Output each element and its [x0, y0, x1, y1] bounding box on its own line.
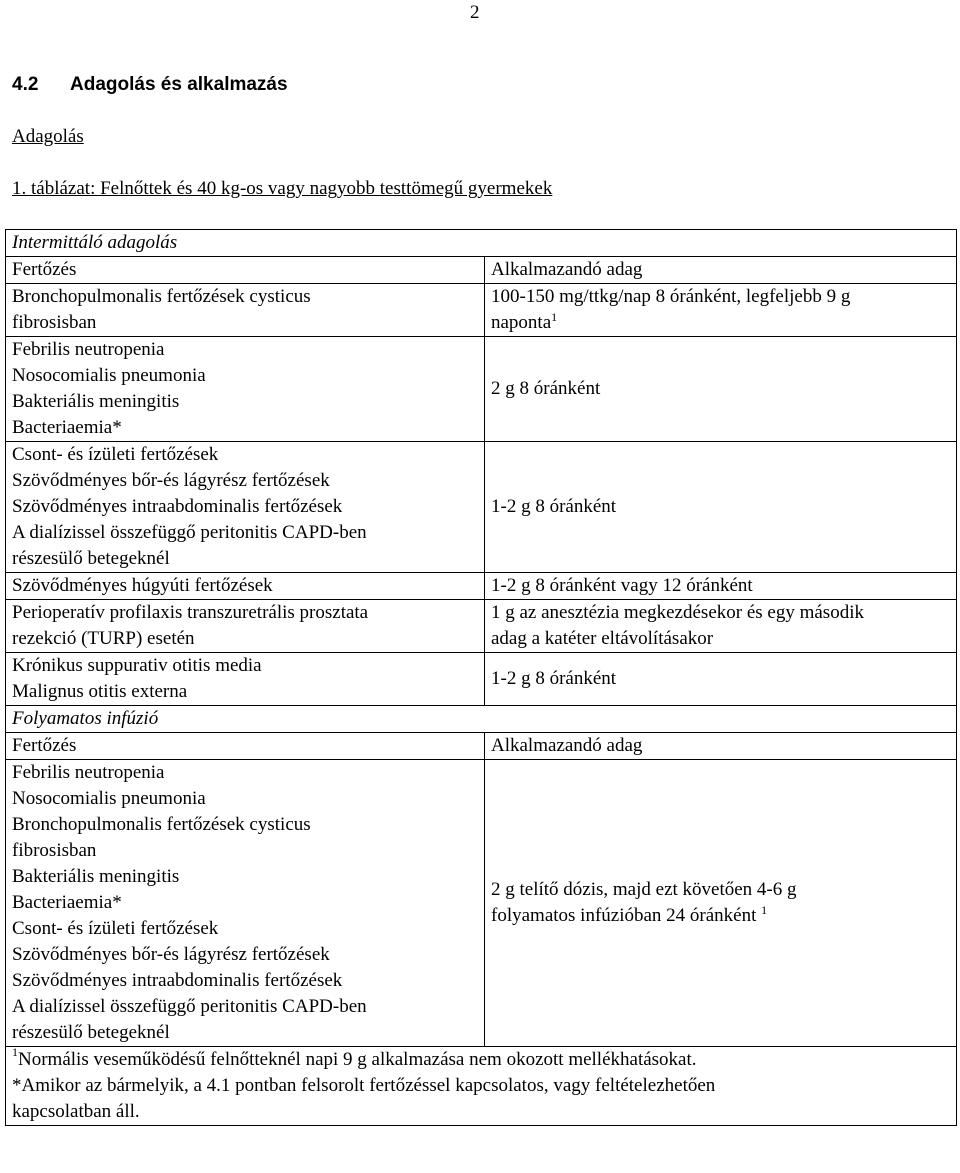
infection-line: Febrilis neutropenia: [12, 762, 165, 783]
infection-line: Szövődményes intraabdominalis fertőzések: [12, 970, 343, 991]
infection-line: Febrilis neutropenia: [12, 339, 165, 360]
table-row: [6, 284, 957, 337]
dose-cell: 1-2 g 8 óránként vagy 12 óránként: [485, 573, 957, 600]
dose-line-2: naponta: [491, 312, 552, 333]
dose-line: adag a katéter eltávolításakor: [491, 628, 714, 649]
dose-cell: 1-2 g 8 óránként: [485, 653, 957, 706]
infection-line: Csont- és ízületi fertőzések: [12, 918, 219, 939]
page-number: 2: [470, 2, 480, 23]
table-row: [6, 600, 957, 653]
intermittent-header-dose: Alkalmazandó adag: [485, 257, 957, 284]
infection-cell: [6, 442, 485, 573]
footnote-ref: 1: [761, 903, 768, 917]
infection-line: Bakteriális meningitis: [12, 391, 180, 412]
dose-cell: [485, 284, 957, 337]
section-number: 4.2: [12, 74, 39, 95]
intermittent-header-infection: Fertőzés: [6, 257, 485, 284]
infection-cell: [6, 573, 485, 600]
dose-line: 1 g az anesztézia megkezdésekor és egy második: [491, 602, 864, 623]
table-row: [6, 760, 957, 1047]
footnote-2: *Amikor az bármelyik, a 4.1 pontban felsorolt fertőzéssel kapcsolatos, vagy feltételezhetően: [12, 1075, 716, 1096]
dosage-table: [5, 229, 957, 1126]
footnote-ref: 1: [551, 310, 558, 324]
infection-line: Bacteriaemia*: [12, 892, 122, 913]
table-row: [6, 442, 957, 573]
infection-line: részesülő betegeknél: [12, 548, 170, 569]
subheading-adagolas: Adagolás: [12, 126, 84, 147]
footnote-1: [12, 1047, 950, 1073]
dose-cell: [485, 760, 957, 1047]
infection-line: Krónikus suppurativ otitis media: [12, 655, 262, 676]
infection-cell: [6, 284, 485, 337]
footnote-1-marker: 1: [12, 1045, 18, 1059]
infection-line: fibrosisban: [12, 840, 97, 861]
infection-line: Szövődményes bőr-és lágyrész fertőzések: [12, 470, 330, 491]
dose-line: [491, 310, 950, 336]
infection-cell: [6, 653, 485, 706]
infection-line: Bronchopulmonalis fertőzések cysticus: [12, 286, 311, 307]
infection-line: Malignus otitis externa: [12, 681, 188, 702]
dose-cell: 1-2 g 8 óránként: [485, 442, 957, 573]
table-row: [6, 573, 957, 600]
section-title: Adagolás és alkalmazás: [70, 74, 288, 95]
dose-cell: 2 g 8 óránként: [485, 337, 957, 442]
footnote-2-continued: kapcsolatban áll.: [12, 1101, 140, 1122]
continuous-title-row: [6, 706, 957, 733]
table-row: [6, 337, 957, 442]
infection-line: Nosocomialis pneumonia: [12, 788, 206, 809]
dose-line: 2 g telítő dózis, majd ezt követően 4-6 g: [491, 879, 797, 900]
continuous-header-dose: Alkalmazandó adag: [485, 733, 957, 760]
infection-cell: [6, 760, 485, 1047]
infection-cell: [6, 337, 485, 442]
infection-line: rezekció (TURP) esetén: [12, 628, 195, 649]
infection-line: Szövődményes húgyúti fertőzések: [12, 575, 273, 596]
intermittent-title: Intermittáló adagolás: [6, 230, 957, 257]
infection-line: Bronchopulmonalis fertőzések cysticus: [12, 814, 311, 835]
infection-line: Bakteriális meningitis: [12, 866, 180, 887]
intermittent-header-row: [6, 257, 957, 284]
table-row: [6, 653, 957, 706]
continuous-title: Folyamatos infúzió: [6, 706, 957, 733]
infection-line: Bacteriaemia*: [12, 417, 122, 438]
continuous-header-infection: Fertőzés: [6, 733, 485, 760]
dose-line-2: folyamatos infúzióban 24 óránként: [491, 905, 757, 926]
infection-line: Perioperatív profilaxis transzuretrális prosztata: [12, 602, 369, 623]
footnotes-cell: [6, 1047, 957, 1126]
dose-cell: [485, 600, 957, 653]
continuous-header-row: [6, 733, 957, 760]
intermittent-title-row: [6, 230, 957, 257]
infection-line: részesülő betegeknél: [12, 1022, 170, 1043]
infection-line: Szövődményes bőr-és lágyrész fertőzések: [12, 944, 330, 965]
footnote-1-text: Normális veseműködésű felnőtteknél napi 9 g alkalmazása nem okozott mellékhatásokat.: [18, 1049, 697, 1070]
table-caption: 1. táblázat: Felnőttek és 40 kg-os vagy nagyobb testtömegű gyermekek: [12, 178, 553, 199]
infection-line: A dialízissel összefüggő peritonitis CAPD-ben: [12, 522, 367, 543]
infection-line: A dialízissel összefüggő peritonitis CAPD-ben: [12, 996, 367, 1017]
footnote-row: [6, 1047, 957, 1126]
infection-line: Nosocomialis pneumonia: [12, 365, 206, 386]
infection-line: Szövődményes intraabdominalis fertőzések: [12, 496, 343, 517]
infection-line: Csont- és ízületi fertőzések: [12, 444, 219, 465]
dose-line: [491, 903, 950, 929]
infection-cell: [6, 600, 485, 653]
section-heading: [12, 72, 288, 98]
dose-line: 100-150 mg/ttkg/nap 8 óránként, legfeljebb 9 g: [491, 286, 851, 307]
infection-line: fibrosisban: [12, 312, 97, 333]
